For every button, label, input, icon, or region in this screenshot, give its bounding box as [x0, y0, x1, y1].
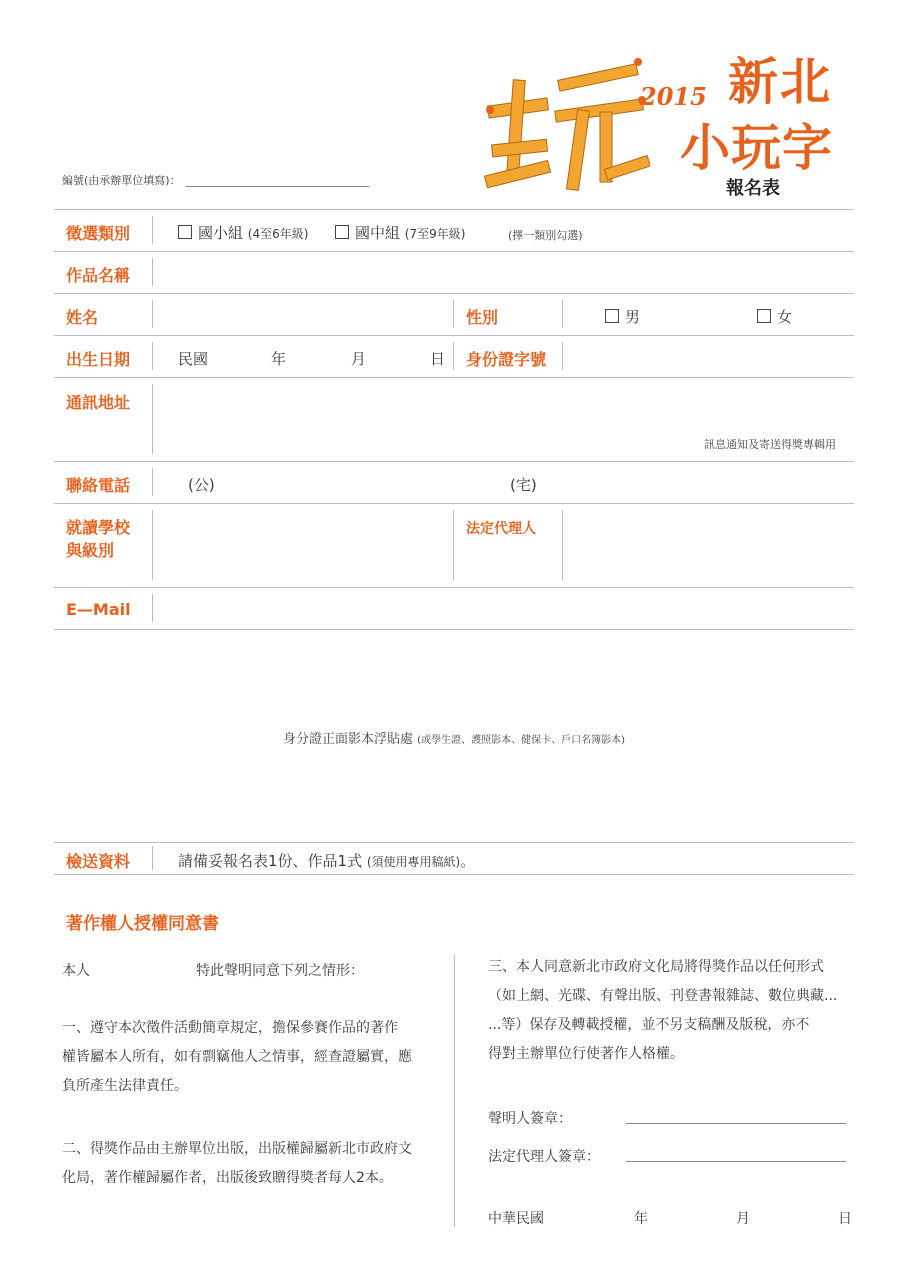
row-divider — [54, 503, 854, 504]
column-divider — [454, 955, 455, 1227]
birth-label: 出生日期 — [66, 350, 131, 369]
checkbox-icon[interactable] — [605, 309, 619, 323]
submit-text: 請備妥報名表1份、作品1式 (須使用專用稿紙)。 — [178, 852, 476, 870]
school-label-line1: 就讀學校 — [66, 518, 131, 537]
pencil-wan-logo — [480, 50, 650, 200]
column-divider — [152, 468, 153, 496]
consent-item-1: 一、遵守本次徵件活動簡章規定，擔保參賽作品的著作 權皆屬本人所有，如有剽竊他人之情事，經查證屬實，應 負所產生法律責任。 — [62, 1020, 412, 1094]
consent-intro-left: 本人 — [62, 963, 90, 979]
school-label-line2: 與級別 — [66, 541, 115, 560]
row-divider — [54, 629, 854, 630]
birth-day-unit: 日 — [430, 350, 446, 368]
birth-era: 民國 — [178, 350, 209, 368]
row-divider — [54, 842, 854, 843]
consent-title: 著作權人授權同意書 — [66, 914, 219, 934]
id-copy-text: 身分證正面影本浮貼處 — [283, 732, 414, 747]
birth-year-unit: 年 — [271, 350, 287, 368]
row-divider — [54, 209, 854, 210]
column-divider — [562, 510, 563, 580]
column-divider — [152, 300, 153, 328]
logo-title-line2: 小玩字 — [680, 119, 833, 177]
checkbox-icon[interactable] — [178, 225, 192, 239]
column-divider — [152, 846, 153, 870]
name-field[interactable] — [160, 298, 445, 330]
id-copy-note: (或學生證、護照影本、健保卡、戶口名簿影本) — [417, 735, 625, 746]
serial-label: 編號(由承辦單位填寫)： — [62, 174, 181, 187]
category-option-elementary[interactable]: 國小組 (4至6年級) — [178, 222, 308, 243]
category-instruction: (擇一類別勾選) — [508, 229, 583, 242]
column-divider — [152, 384, 153, 454]
work-name-label: 作品名稱 — [66, 266, 131, 285]
logo-subtitle: 報名表 — [726, 178, 780, 199]
column-divider — [562, 300, 563, 328]
row-divider — [54, 293, 854, 294]
gender-option-male[interactable]: 男 — [605, 306, 640, 327]
category-option-junior[interactable]: 國中組 (7至9年級) — [335, 222, 465, 243]
column-divider — [152, 342, 153, 370]
column-divider — [453, 510, 454, 580]
address-label: 通訊地址 — [66, 393, 131, 412]
gender-label: 性別 — [466, 308, 499, 327]
email-field[interactable] — [160, 592, 850, 624]
phone-office-label: (公) — [188, 476, 215, 494]
date-day-unit: 日 — [838, 1211, 852, 1227]
row-divider — [54, 377, 854, 378]
date-era: 中華民國 — [488, 1211, 544, 1227]
guardian-field[interactable] — [570, 508, 850, 582]
sign-guardian-field[interactable] — [626, 1161, 846, 1162]
row-divider — [54, 461, 854, 462]
consent-intro-right: 特此聲明同意下列之情形： — [196, 963, 364, 979]
column-divider — [453, 300, 454, 328]
row-divider — [54, 335, 854, 336]
column-divider — [453, 342, 454, 370]
name-label: 姓名 — [66, 308, 99, 327]
column-divider — [152, 258, 153, 286]
column-divider — [152, 594, 153, 622]
logo — [480, 40, 870, 200]
id-number-label: 身份證字號 — [466, 350, 547, 369]
column-divider — [152, 216, 153, 244]
id-number-field[interactable] — [570, 340, 850, 372]
date-year-unit: 年 — [634, 1211, 648, 1227]
phone-home-label: (宅) — [510, 476, 537, 494]
column-divider — [152, 510, 153, 580]
birth-month-unit: 月 — [351, 350, 367, 368]
category-label: 徵選類別 — [66, 224, 131, 243]
school-field[interactable] — [160, 508, 445, 582]
serial-field[interactable] — [186, 186, 369, 187]
sign-declarant-label: 聲明人簽章： — [488, 1111, 572, 1127]
email-label: E—Mail — [66, 600, 131, 619]
submit-label: 檢送資料 — [66, 852, 131, 871]
guardian-label: 法定代理人 — [466, 521, 536, 537]
column-divider — [562, 342, 563, 370]
checkbox-icon[interactable] — [335, 225, 349, 239]
id-copy-area — [54, 640, 854, 835]
date-month-unit: 月 — [736, 1211, 750, 1227]
logo-year: 2015 — [640, 82, 707, 111]
row-divider — [54, 587, 854, 588]
work-name-field[interactable] — [160, 256, 850, 288]
address-note: 訊息通知及寄送得獎專輯用 — [704, 438, 836, 451]
phone-label: 聯絡電話 — [66, 476, 131, 495]
gender-option-female[interactable]: 女 — [757, 306, 792, 327]
checkbox-icon[interactable] — [757, 309, 771, 323]
row-divider — [54, 251, 854, 252]
consent-item-2: 二、得獎作品由主辦單位出版，出版權歸屬新北市政府文 化局，著作權歸屬作者，出版後致贈得獎者每人2本。 — [62, 1141, 412, 1186]
sign-guardian-label: 法定代理人簽章： — [488, 1149, 600, 1165]
logo-title-line1: 新北 — [728, 53, 832, 111]
consent-item-3: 三、本人同意新北市政府文化局將得獎作品以任何形式 （如上網、光碟、有聲出版、刊登書報雜誌、數位典藏... ...等）保存及轉載授權，並不另支稿酬及版稅，亦不 得對主辦單位行使著作人格權。 — [488, 959, 838, 1062]
row-divider — [54, 874, 854, 875]
sign-declarant-field[interactable] — [626, 1123, 846, 1124]
